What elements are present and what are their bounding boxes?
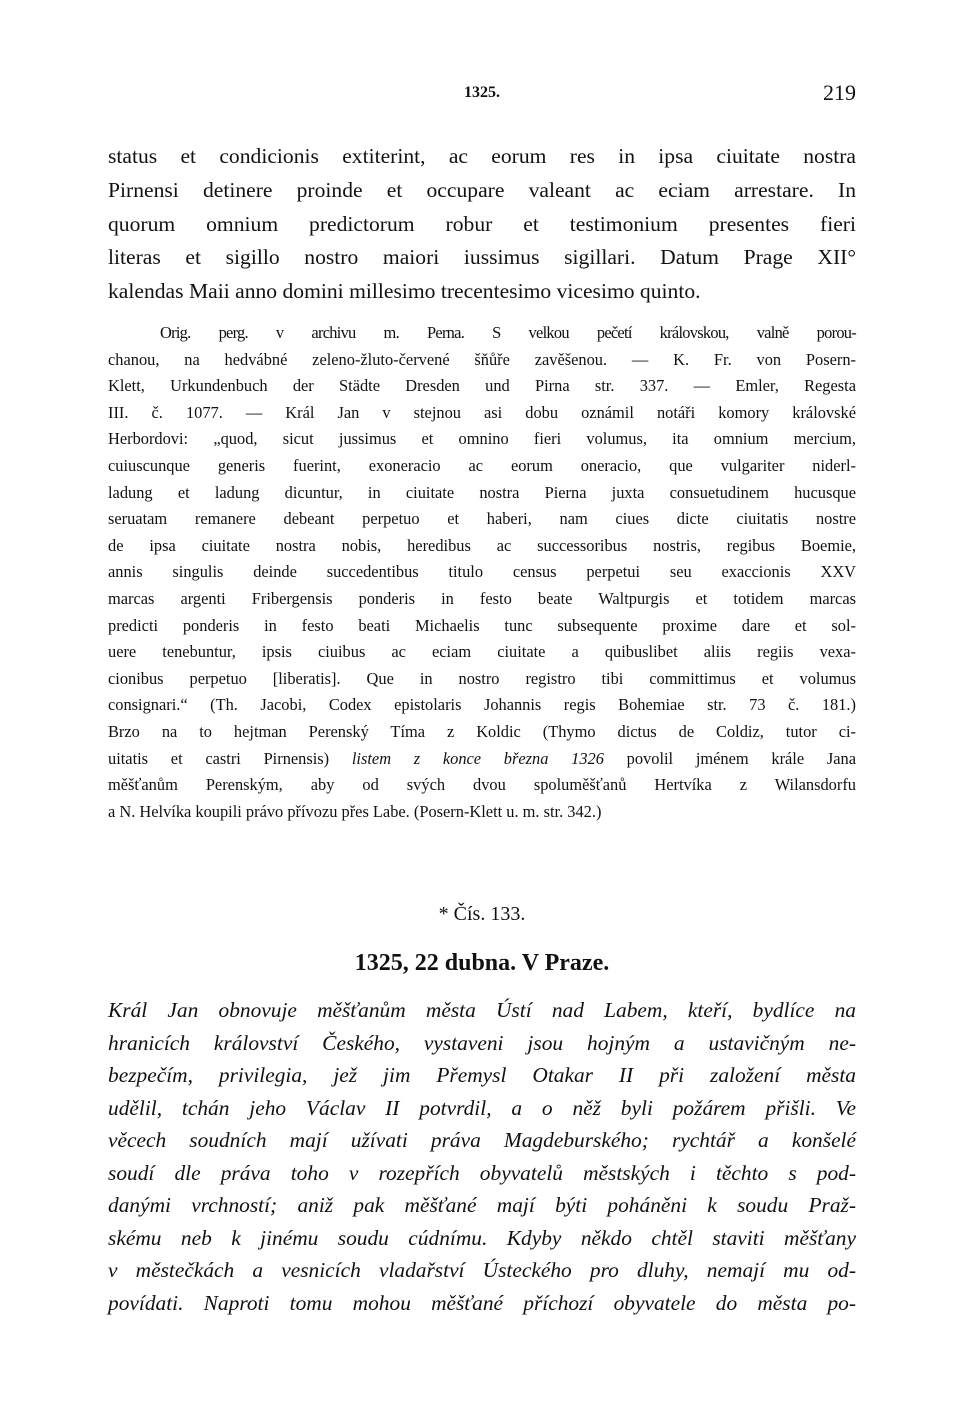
note-text: uitatis et castri Pirnensis) [108,748,330,768]
note-line: cuiuscunque generis fuerint, exoneracio ac eorum oneracio, que vulgariter niderl- [108,455,856,475]
note-line: marcas argenti Fribergensis ponderis in festo beate Waltpurgis et totidem marcas [108,588,856,608]
regest-line: hranicích království Českého, vystaveni jsou hojným a ustavičným ne- [108,1030,856,1055]
note-line: Brzo na to hejtman Perenský Tíma z Koldic (Thymo dictus de Coldiz, tutor ci- [108,721,856,741]
regest-line: soudí dle práva toho v rozepřích obyvatelů městských i těchto s pod- [108,1160,856,1185]
page-header [108,78,856,108]
note-line: a N. Helvíka koupili právo přívozu přes Labe. (Posern-Klett u. m. str. 342.) [108,801,602,821]
text-line: literas et sigillo nostro maiori iussimus sigillari. Datum Prage XII° [108,245,856,270]
note-line: měšťanům Perenským, aby od svých dvou spoluměšťanů Hertvíka z Wilansdorfu [108,775,856,795]
page-number: 219 [823,80,856,105]
regest-line: povídati. Naproti tomu mohou měšťané příchozí obyvatele do města po- [108,1290,856,1315]
note-line: chanou, na hedvábné zeleno-žluto-červené šňůře zavěšenou. — K. Fr. von Posern- [108,349,856,369]
note-line: Klett, Urkundenbuch der Städte Dresden und Pirna str. 337. — Emler, Regesta [108,376,856,396]
note-line: predicti ponderis in festo beati Michaelis tunc subsequente proxime dare et sol- [108,615,856,635]
note-line: ladung et ladung dicuntur, in ciuitate nostra Pierna juxta consuetudinem hucusque [108,482,856,502]
note-line: uere tenebuntur, ipsis ciuibus ac eciam ciuitate a quibuslibet aliis regiis vexa- [108,642,856,662]
regest-line: věcech soudních mají užívati práva Magdeburského; rychtář a konšelé [108,1128,856,1152]
regest-line: Král Jan obnovuje měšťanům města Ústí nad Labem, kteří, bydlíce na [108,998,856,1022]
note-line: consignari.“ (Th. Jacobi, Codex epistolaris Johannis regis Bohemiae str. 73 č. 181.) [108,695,856,715]
regest-line: danými vrchností; aniž pak měšťané mají býti poháněni k soudu Praž- [108,1193,856,1217]
note-line: III. č. 1077. — Král Jan v stejnou asi dobu oznámil notáři komory královské [108,402,856,422]
regest-line: skému neb k jinému soudu cúdnímu. Kdyby někdo chtěl staviti měšťany [108,1225,856,1250]
note-line: seruatam remanere debeant perpetuo et haberi, nam ciues dicte ciuitatis nostre [108,509,856,529]
note-italic-text: listem z konce března 1326 [351,748,604,768]
editorial-notes [108,320,856,825]
note-line: cionibus perpetuo [liberatis]. Que in nostro registro tibi committimus et volumus [108,668,856,688]
text-line: status et condicionis extiterint, ac eorum res in ipsa ciuitate nostra [108,144,856,168]
note-line: Orig. perg. v archivu m. Perna. S velkou pečetí královskou, valně porou- [160,323,856,342]
document-date-place: 1325, 22 dubna. V Praze. [354,950,610,976]
note-line: de ipsa ciuitate nostra nobis, heredibus ac successoribus nostris, regibus Boemie, [108,535,856,555]
text-line: quorum omnium predictorum robur et testimonium presentes fieri [108,211,856,236]
regest-line: udělil, tchán jeho Václav II potvrdil, a o něž byli požárem přišli. Ve [108,1095,856,1120]
document-number: * Čís. 133. [438,903,526,925]
running-head-year: 1325. [464,84,500,101]
text-line: kalendas Maii anno domini millesimo trecentesimo vicesimo quinto. [108,279,701,304]
note-text: povolil jménem krále Jana [626,748,856,768]
note-line-mixed [108,746,856,773]
charter-text [108,140,856,309]
regest-line: v městečkách a vesnicích vladařství Ústeckého pro dluhy, nemají mu od- [108,1258,856,1282]
regest-line: bezpečím, privilegia, jež jim Přemysl Otakar II při založení města [108,1063,856,1087]
text-line: Pirnensi detinere proinde et occupare valeant ac eciam arrestare. In [108,177,856,202]
note-line: Herbordovi: „quod, sicut jussimus et omnino fieri volumus, ita omnium mercium, [108,429,856,449]
note-line: annis singulis deinde succedentibus titulo census perpetui seu exaccionis XXV [108,562,856,582]
regest-summary [108,994,856,1319]
